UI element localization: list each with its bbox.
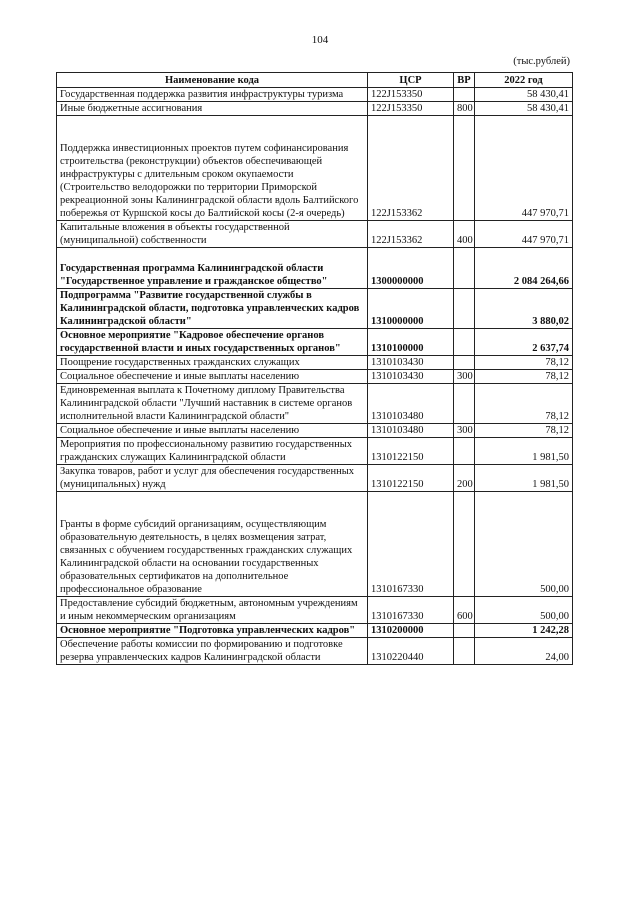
- row-csr: 1310122150: [368, 465, 454, 492]
- row-sum: 78,12: [475, 424, 573, 438]
- row-sum: 58 430,41: [475, 102, 573, 116]
- row-name: Основное мероприятие "Кадровое обеспечение органов государственной власти и иных государственных органов": [57, 329, 368, 356]
- row-csr: 1310122150: [368, 438, 454, 465]
- row-csr: 1310200000: [368, 624, 454, 638]
- row-sum: 447 970,71: [475, 221, 573, 248]
- row-sum: 58 430,41: [475, 88, 573, 102]
- row-name: Закупка товаров, работ и услуг для обеспечения государственных (муниципальных) нужд: [57, 465, 368, 492]
- row-csr: 1310103430: [368, 356, 454, 370]
- header-csr: ЦСР: [368, 73, 454, 88]
- row-csr: 122J153350: [368, 88, 454, 102]
- table-row: [57, 492, 573, 597]
- row-csr: 1310000000: [368, 289, 454, 329]
- row-sum: 1 981,50: [475, 438, 573, 465]
- table-row: [57, 88, 573, 102]
- row-vr: [454, 289, 475, 329]
- row-csr: 122J153362: [368, 116, 454, 221]
- row-vr: [454, 492, 475, 597]
- row-sum: 1 242,28: [475, 624, 573, 638]
- table-row: [57, 248, 573, 289]
- row-name: Государственная программа Калининградской области "Государственное управление и гражданское общество": [57, 248, 368, 289]
- row-name: Поощрение государственных гражданских служащих: [57, 356, 368, 370]
- row-sum: 3 880,02: [475, 289, 573, 329]
- row-vr: [454, 624, 475, 638]
- row-name: Иные бюджетные ассигнования: [57, 102, 368, 116]
- table-row: [57, 638, 573, 665]
- table-row: [57, 438, 573, 465]
- header-vr: ВР: [454, 73, 475, 88]
- budget-table: [56, 72, 573, 665]
- row-name: Гранты в форме субсидий организациям, осуществляющим образовательную деятельность, в целях возмещения затрат, связанных с обучением государственных гражданских служащих Калининградской области на основании государственных образовательных сертификатов на дополнительное профессиональное образование: [57, 492, 368, 597]
- table-row: [57, 624, 573, 638]
- units-label: (тыс.рублей): [513, 56, 570, 67]
- row-csr: 1310167330: [368, 597, 454, 624]
- row-csr: 1310100000: [368, 329, 454, 356]
- header-name: Наименование кода: [57, 73, 368, 88]
- row-sum: 500,00: [475, 492, 573, 597]
- row-sum: 447 970,71: [475, 116, 573, 221]
- row-name: Капитальные вложения в объекты государственной (муниципальной) собственности: [57, 221, 368, 248]
- table-row: [57, 221, 573, 248]
- row-vr: 800: [454, 102, 475, 116]
- row-vr: 300: [454, 370, 475, 384]
- row-vr: 300: [454, 424, 475, 438]
- row-vr: 200: [454, 465, 475, 492]
- row-name: Мероприятия по профессиональному развитию государственных гражданских служащих Калининградской области: [57, 438, 368, 465]
- row-csr: 1310103480: [368, 384, 454, 424]
- table-row: [57, 370, 573, 384]
- row-csr: 1300000000: [368, 248, 454, 289]
- row-sum: 78,12: [475, 356, 573, 370]
- row-name: Государственная поддержка развития инфраструктуры туризма: [57, 88, 368, 102]
- row-name: Предоставление субсидий бюджетным, автономным учреждениям и иным некоммерческим организациям: [57, 597, 368, 624]
- table-row: [57, 102, 573, 116]
- table-header-row: [57, 73, 573, 88]
- row-sum: 78,12: [475, 370, 573, 384]
- row-csr: 1310103430: [368, 370, 454, 384]
- row-name: Социальное обеспечение и иные выплаты населению: [57, 424, 368, 438]
- row-sum: 2 084 264,66: [475, 248, 573, 289]
- row-sum: 78,12: [475, 384, 573, 424]
- row-sum: 2 637,74: [475, 329, 573, 356]
- row-vr: 400: [454, 221, 475, 248]
- table-row: [57, 116, 573, 221]
- table-row: [57, 465, 573, 492]
- row-name: Обеспечение работы комиссии по формированию и подготовке резерва управленческих кадров Калининградской области: [57, 638, 368, 665]
- row-name: Подпрограмма "Развитие государственной службы в Калининградской области, подготовка управленческих кадров Калининградской области": [57, 289, 368, 329]
- row-sum: 1 981,50: [475, 465, 573, 492]
- header-sum: 2022 год: [475, 73, 573, 88]
- row-csr: 1310220440: [368, 638, 454, 665]
- row-vr: [454, 329, 475, 356]
- row-csr: 122J153350: [368, 102, 454, 116]
- table-row: [57, 356, 573, 370]
- table-row: [57, 289, 573, 329]
- page-number: 104: [311, 34, 329, 46]
- row-vr: 600: [454, 597, 475, 624]
- row-vr: [454, 116, 475, 221]
- row-vr: [454, 384, 475, 424]
- table-row: [57, 384, 573, 424]
- row-csr: 1310167330: [368, 492, 454, 597]
- row-name: Социальное обеспечение и иные выплаты населению: [57, 370, 368, 384]
- row-vr: [454, 248, 475, 289]
- row-csr: 1310103480: [368, 424, 454, 438]
- table-row: [57, 597, 573, 624]
- row-csr: 122J153362: [368, 221, 454, 248]
- row-name: Основное мероприятие "Подготовка управленческих кадров": [57, 624, 368, 638]
- row-vr: [454, 638, 475, 665]
- row-name: Единовременная выплата к Почетному диплому Правительства Калининградской области "Лучший наставник в системе органов исполнительной власти Калининградской области": [57, 384, 368, 424]
- row-vr: [454, 438, 475, 465]
- row-sum: 24,00: [475, 638, 573, 665]
- row-name: Поддержка инвестиционных проектов путем софинансирования строительства (реконструкции) объектов обеспечивающей инфраструктуры с длительным сроком окупаемости (Строительство велодорожки по территории Приморской рекреационной зоны Калининградской области вдоль Балтийского побережья от Куршской косы до Балтийской косы (2-я очередь): [57, 116, 368, 221]
- table-row: [57, 424, 573, 438]
- table-row: [57, 329, 573, 356]
- row-sum: 500,00: [475, 597, 573, 624]
- row-vr: [454, 356, 475, 370]
- row-vr: [454, 88, 475, 102]
